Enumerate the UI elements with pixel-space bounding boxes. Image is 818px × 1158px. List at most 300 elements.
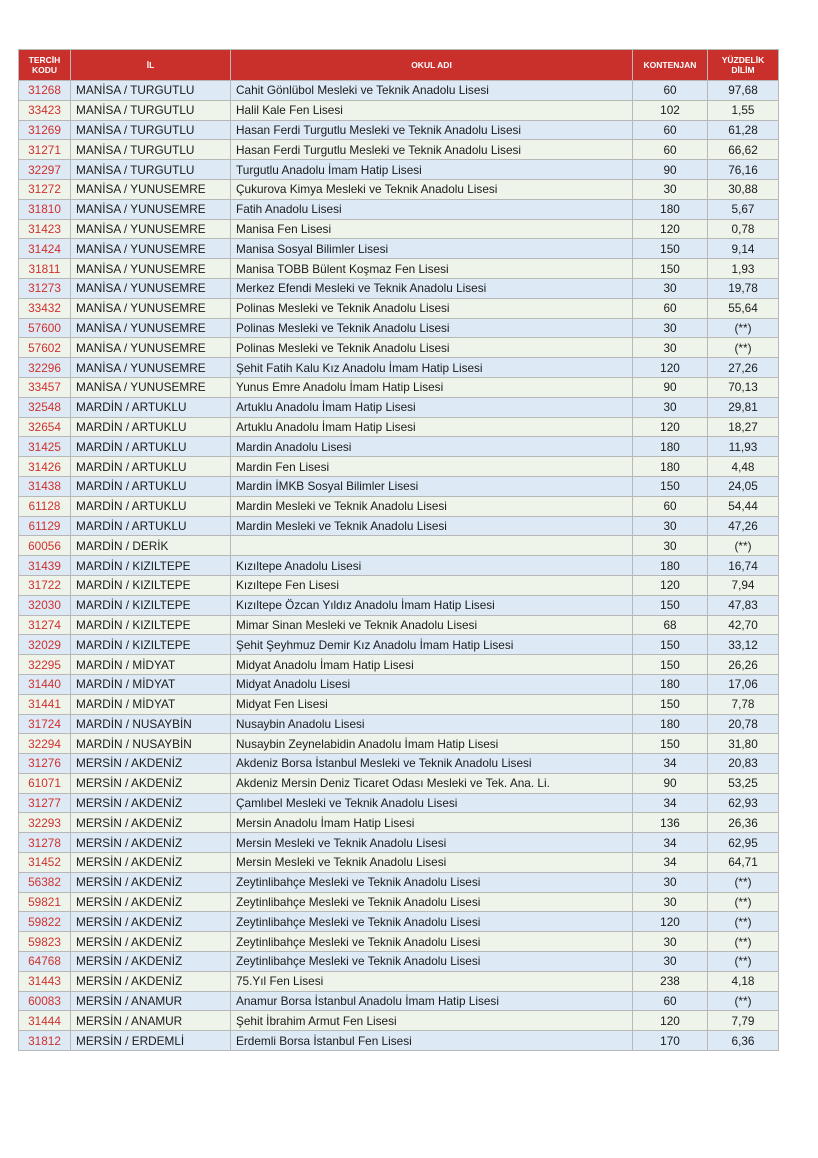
cell-percentile: 19,78	[708, 278, 779, 298]
cell-percentile: (**)	[708, 338, 779, 358]
cell-percentile: 33,12	[708, 635, 779, 655]
cell-il: MARDİN / ARTUKLU	[71, 516, 231, 536]
cell-school: Merkez Efendi Mesleki ve Teknik Anadolu Lisesi	[231, 278, 633, 298]
cell-percentile: 4,18	[708, 971, 779, 991]
table-row	[19, 971, 779, 991]
cell-school: Nusaybin Anadolu Lisesi	[231, 714, 633, 734]
cell-code: 31452	[19, 853, 71, 873]
cell-il: MARDİN / KIZILTEPE	[71, 556, 231, 576]
cell-il: MANİSA / YUNUSEMRE	[71, 298, 231, 318]
table-header	[19, 50, 779, 81]
table-row	[19, 318, 779, 338]
cell-code: 31439	[19, 556, 71, 576]
cell-school: Kızıltepe Özcan Yıldız Anadolu İmam Hatip Lisesi	[231, 595, 633, 615]
cell-il: MANİSA / YUNUSEMRE	[71, 219, 231, 239]
cell-quota: 150	[633, 655, 708, 675]
cell-quota: 30	[633, 952, 708, 972]
cell-school: Hasan Ferdi Turgutlu Mesleki ve Teknik Anadolu Lisesi	[231, 140, 633, 160]
cell-quota: 34	[633, 853, 708, 873]
cell-school: Mardin Fen Lisesi	[231, 457, 633, 477]
cell-percentile: 47,26	[708, 516, 779, 536]
cell-code: 31722	[19, 575, 71, 595]
cell-school: Şehit Şeyhmuz Demir Kız Anadolu İmam Hatip Lisesi	[231, 635, 633, 655]
cell-school: Akdeniz Borsa İstanbul Mesleki ve Teknik Anadolu Lisesi	[231, 754, 633, 774]
cell-code: 33457	[19, 377, 71, 397]
cell-code: 31278	[19, 833, 71, 853]
cell-il: MERSİN / AKDENİZ	[71, 833, 231, 853]
header-il: İL	[71, 50, 231, 81]
cell-school: Mersin Anadolu İmam Hatip Lisesi	[231, 813, 633, 833]
header-percentile: YÜZDELİK DİLİM	[708, 50, 779, 81]
table-row	[19, 457, 779, 477]
cell-quota: 30	[633, 872, 708, 892]
table-row	[19, 358, 779, 378]
cell-il: MANİSA / TURGUTLU	[71, 81, 231, 101]
cell-code: 59821	[19, 892, 71, 912]
cell-quota: 90	[633, 773, 708, 793]
cell-quota: 150	[633, 734, 708, 754]
cell-percentile: 24,05	[708, 476, 779, 496]
cell-il: MERSİN / ANAMUR	[71, 991, 231, 1011]
cell-il: MERSİN / AKDENİZ	[71, 932, 231, 952]
cell-percentile: 6,36	[708, 1031, 779, 1051]
cell-school: Halil Kale Fen Lisesi	[231, 100, 633, 120]
cell-il: MANİSA / YUNUSEMRE	[71, 377, 231, 397]
table-row	[19, 179, 779, 199]
cell-il: MARDİN / ARTUKLU	[71, 417, 231, 437]
cell-percentile: 11,93	[708, 437, 779, 457]
cell-percentile: 61,28	[708, 120, 779, 140]
cell-code: 61128	[19, 496, 71, 516]
cell-quota: 180	[633, 674, 708, 694]
cell-code: 32548	[19, 397, 71, 417]
cell-school: Cahit Gönlübol Mesleki ve Teknik Anadolu Lisesi	[231, 81, 633, 101]
cell-il: MARDİN / MİDYAT	[71, 674, 231, 694]
cell-il: MARDİN / NUSAYBİN	[71, 734, 231, 754]
cell-school: Artuklu Anadolu İmam Hatip Lisesi	[231, 417, 633, 437]
cell-percentile: 7,79	[708, 1011, 779, 1031]
cell-percentile: 20,78	[708, 714, 779, 734]
cell-code: 61129	[19, 516, 71, 536]
cell-school: Çukurova Kimya Mesleki ve Teknik Anadolu Lisesi	[231, 179, 633, 199]
cell-code: 32296	[19, 358, 71, 378]
header-quota: KONTENJAN	[633, 50, 708, 81]
cell-school: Akdeniz Mersin Deniz Ticaret Odası Mesleki ve Tek. Ana. Li.	[231, 773, 633, 793]
cell-school: Hasan Ferdi Turgutlu Mesleki ve Teknik Anadolu Lisesi	[231, 120, 633, 140]
table-row	[19, 694, 779, 714]
cell-quota: 150	[633, 694, 708, 714]
cell-percentile: 66,62	[708, 140, 779, 160]
cell-percentile: 29,81	[708, 397, 779, 417]
cell-quota: 180	[633, 457, 708, 477]
cell-quota: 30	[633, 892, 708, 912]
cell-code: 31272	[19, 179, 71, 199]
table-row	[19, 160, 779, 180]
cell-il: MARDİN / ARTUKLU	[71, 457, 231, 477]
cell-quota: 120	[633, 575, 708, 595]
cell-quota: 30	[633, 397, 708, 417]
cell-il: MERSİN / AKDENİZ	[71, 773, 231, 793]
cell-il: MARDİN / DERİK	[71, 536, 231, 556]
cell-code: 60056	[19, 536, 71, 556]
table-row	[19, 417, 779, 437]
cell-il: MARDİN / KIZILTEPE	[71, 615, 231, 635]
cell-percentile: 7,94	[708, 575, 779, 595]
cell-code: 31273	[19, 278, 71, 298]
table-row	[19, 120, 779, 140]
cell-code: 31811	[19, 259, 71, 279]
table-row	[19, 496, 779, 516]
cell-quota: 180	[633, 714, 708, 734]
cell-il: MARDİN / ARTUKLU	[71, 437, 231, 457]
cell-il: MERSİN / ERDEMLİ	[71, 1031, 231, 1051]
cell-code: 31426	[19, 457, 71, 477]
cell-il: MERSİN / AKDENİZ	[71, 813, 231, 833]
cell-code: 57600	[19, 318, 71, 338]
cell-il: MERSİN / AKDENİZ	[71, 793, 231, 813]
cell-quota: 30	[633, 338, 708, 358]
cell-code: 31269	[19, 120, 71, 140]
cell-code: 56382	[19, 872, 71, 892]
table-row	[19, 556, 779, 576]
cell-school: Mardin Mesleki ve Teknik Anadolu Lisesi	[231, 516, 633, 536]
cell-il: MANİSA / YUNUSEMRE	[71, 318, 231, 338]
cell-school: Zeytinlibahçe Mesleki ve Teknik Anadolu Lisesi	[231, 892, 633, 912]
table-row	[19, 674, 779, 694]
cell-school: Kızıltepe Anadolu Lisesi	[231, 556, 633, 576]
cell-quota: 60	[633, 991, 708, 1011]
table-row	[19, 714, 779, 734]
cell-quota: 136	[633, 813, 708, 833]
table-row	[19, 298, 779, 318]
cell-school: Şehit Fatih Kalu Kız Anadolu İmam Hatip Lisesi	[231, 358, 633, 378]
cell-quota: 150	[633, 476, 708, 496]
cell-quota: 150	[633, 239, 708, 259]
cell-school: 75.Yıl Fen Lisesi	[231, 971, 633, 991]
cell-code: 32295	[19, 655, 71, 675]
cell-il: MANİSA / YUNUSEMRE	[71, 358, 231, 378]
cell-quota: 120	[633, 417, 708, 437]
cell-il: MANİSA / YUNUSEMRE	[71, 338, 231, 358]
table-row	[19, 140, 779, 160]
cell-school: Artuklu Anadolu İmam Hatip Lisesi	[231, 397, 633, 417]
cell-il: MARDİN / ARTUKLU	[71, 397, 231, 417]
cell-quota: 150	[633, 595, 708, 615]
cell-code: 32654	[19, 417, 71, 437]
cell-code: 31271	[19, 140, 71, 160]
cell-code: 31812	[19, 1031, 71, 1051]
cell-quota: 60	[633, 298, 708, 318]
table-row	[19, 595, 779, 615]
cell-percentile: 97,68	[708, 81, 779, 101]
cell-school: Turgutlu Anadolu İmam Hatip Lisesi	[231, 160, 633, 180]
table-row	[19, 377, 779, 397]
table-row	[19, 259, 779, 279]
cell-percentile: 70,13	[708, 377, 779, 397]
cell-percentile: 9,14	[708, 239, 779, 259]
table-row	[19, 872, 779, 892]
cell-quota: 180	[633, 437, 708, 457]
cell-il: MANİSA / YUNUSEMRE	[71, 259, 231, 279]
cell-quota: 34	[633, 793, 708, 813]
cell-quota: 120	[633, 912, 708, 932]
cell-percentile: 1,93	[708, 259, 779, 279]
cell-school: Zeytinlibahçe Mesleki ve Teknik Anadolu Lisesi	[231, 872, 633, 892]
cell-code: 31441	[19, 694, 71, 714]
cell-quota: 60	[633, 120, 708, 140]
cell-il: MERSİN / AKDENİZ	[71, 952, 231, 972]
cell-quota: 30	[633, 516, 708, 536]
cell-percentile: 16,74	[708, 556, 779, 576]
cell-quota: 180	[633, 199, 708, 219]
table-row	[19, 1011, 779, 1031]
table-row	[19, 476, 779, 496]
cell-quota: 120	[633, 1011, 708, 1031]
cell-percentile: 62,93	[708, 793, 779, 813]
cell-il: MANİSA / YUNUSEMRE	[71, 199, 231, 219]
cell-code: 31444	[19, 1011, 71, 1031]
cell-percentile: 27,26	[708, 358, 779, 378]
table-row	[19, 912, 779, 932]
table-row	[19, 853, 779, 873]
cell-school: Mimar Sinan Mesleki ve Teknik Anadolu Lisesi	[231, 615, 633, 635]
cell-code: 31277	[19, 793, 71, 813]
table-row	[19, 754, 779, 774]
table-row	[19, 397, 779, 417]
cell-quota: 120	[633, 358, 708, 378]
cell-quota: 150	[633, 259, 708, 279]
cell-school	[231, 536, 633, 556]
cell-il: MARDİN / KIZILTEPE	[71, 635, 231, 655]
table-row	[19, 575, 779, 595]
cell-quota: 68	[633, 615, 708, 635]
cell-school: Anamur Borsa İstanbul Anadolu İmam Hatip Lisesi	[231, 991, 633, 1011]
table-row	[19, 734, 779, 754]
cell-quota: 60	[633, 140, 708, 160]
cell-il: MERSİN / AKDENİZ	[71, 853, 231, 873]
cell-percentile: 55,64	[708, 298, 779, 318]
table-row	[19, 1031, 779, 1051]
cell-il: MERSİN / AKDENİZ	[71, 912, 231, 932]
header-school: OKUL ADI	[231, 50, 633, 81]
cell-school: Polinas Mesleki ve Teknik Anadolu Lisesi	[231, 298, 633, 318]
cell-school: Mardin İMKB Sosyal Bilimler Lisesi	[231, 476, 633, 496]
cell-school: Polinas Mesleki ve Teknik Anadolu Lisesi	[231, 338, 633, 358]
table-row	[19, 278, 779, 298]
cell-il: MANİSA / YUNUSEMRE	[71, 179, 231, 199]
table-row	[19, 813, 779, 833]
cell-school: Yunus Emre Anadolu İmam Hatip Lisesi	[231, 377, 633, 397]
cell-il: MANİSA / YUNUSEMRE	[71, 278, 231, 298]
cell-quota: 60	[633, 81, 708, 101]
cell-school: Manisa Sosyal Bilimler Lisesi	[231, 239, 633, 259]
cell-school: Erdemli Borsa İstanbul Fen Lisesi	[231, 1031, 633, 1051]
table-row	[19, 81, 779, 101]
cell-il: MARDİN / NUSAYBİN	[71, 714, 231, 734]
table-row	[19, 991, 779, 1011]
cell-percentile: 4,48	[708, 457, 779, 477]
cell-code: 57602	[19, 338, 71, 358]
table-row	[19, 536, 779, 556]
table-row	[19, 219, 779, 239]
cell-percentile: 54,44	[708, 496, 779, 516]
cell-school: Mardin Mesleki ve Teknik Anadolu Lisesi	[231, 496, 633, 516]
table-row	[19, 952, 779, 972]
cell-code: 31440	[19, 674, 71, 694]
cell-quota: 102	[633, 100, 708, 120]
cell-quota: 30	[633, 536, 708, 556]
cell-code: 59823	[19, 932, 71, 952]
table-row	[19, 516, 779, 536]
cell-quota: 34	[633, 833, 708, 853]
cell-il: MANİSA / TURGUTLU	[71, 160, 231, 180]
header-row	[19, 50, 779, 81]
cell-school: Manisa Fen Lisesi	[231, 219, 633, 239]
cell-percentile: (**)	[708, 872, 779, 892]
cell-code: 32029	[19, 635, 71, 655]
cell-percentile: 0,78	[708, 219, 779, 239]
table-row	[19, 892, 779, 912]
cell-code: 31424	[19, 239, 71, 259]
cell-school: Manisa TOBB Bülent Koşmaz Fen Lisesi	[231, 259, 633, 279]
cell-percentile: 1,55	[708, 100, 779, 120]
table-row	[19, 773, 779, 793]
cell-percentile: 47,83	[708, 595, 779, 615]
cell-code: 31443	[19, 971, 71, 991]
cell-percentile: (**)	[708, 952, 779, 972]
cell-percentile: 62,95	[708, 833, 779, 853]
cell-il: MERSİN / AKDENİZ	[71, 754, 231, 774]
cell-il: MARDİN / ARTUKLU	[71, 476, 231, 496]
cell-quota: 170	[633, 1031, 708, 1051]
cell-quota: 90	[633, 160, 708, 180]
cell-il: MARDİN / KIZILTEPE	[71, 575, 231, 595]
cell-school: Mersin Mesleki ve Teknik Anadolu Lisesi	[231, 853, 633, 873]
cell-code: 32293	[19, 813, 71, 833]
cell-quota: 30	[633, 932, 708, 952]
cell-percentile: 30,88	[708, 179, 779, 199]
cell-percentile: 42,70	[708, 615, 779, 635]
cell-percentile: 18,27	[708, 417, 779, 437]
cell-il: MANİSA / TURGUTLU	[71, 100, 231, 120]
cell-percentile: 53,25	[708, 773, 779, 793]
cell-code: 31438	[19, 476, 71, 496]
cell-il: MARDİN / ARTUKLU	[71, 496, 231, 516]
cell-school: Fatih Anadolu Lisesi	[231, 199, 633, 219]
cell-code: 33432	[19, 298, 71, 318]
cell-percentile: 31,80	[708, 734, 779, 754]
cell-quota: 120	[633, 219, 708, 239]
table-row	[19, 615, 779, 635]
cell-school: Şehit İbrahim Armut Fen Lisesi	[231, 1011, 633, 1031]
cell-code: 31724	[19, 714, 71, 734]
cell-il: MANİSA / YUNUSEMRE	[71, 239, 231, 259]
cell-quota: 34	[633, 754, 708, 774]
cell-code: 31810	[19, 199, 71, 219]
cell-quota: 150	[633, 635, 708, 655]
cell-quota: 180	[633, 556, 708, 576]
cell-il: MARDİN / KIZILTEPE	[71, 595, 231, 615]
table-row	[19, 338, 779, 358]
cell-school: Mersin Mesleki ve Teknik Anadolu Lisesi	[231, 833, 633, 853]
table-row	[19, 199, 779, 219]
cell-percentile: (**)	[708, 932, 779, 952]
cell-school: Midyat Anadolu Lisesi	[231, 674, 633, 694]
cell-school: Midyat Fen Lisesi	[231, 694, 633, 714]
table-row	[19, 793, 779, 813]
cell-il: MERSİN / AKDENİZ	[71, 872, 231, 892]
cell-quota: 90	[633, 377, 708, 397]
header-code: TERCİH KODU	[19, 50, 71, 81]
table-row	[19, 635, 779, 655]
cell-code: 31423	[19, 219, 71, 239]
cell-school: Zeytinlibahçe Mesleki ve Teknik Anadolu Lisesi	[231, 952, 633, 972]
cell-code: 31276	[19, 754, 71, 774]
cell-percentile: (**)	[708, 536, 779, 556]
cell-school: Zeytinlibahçe Mesleki ve Teknik Anadolu Lisesi	[231, 912, 633, 932]
table-row	[19, 100, 779, 120]
cell-code: 31274	[19, 615, 71, 635]
cell-percentile: 20,83	[708, 754, 779, 774]
cell-quota: 30	[633, 318, 708, 338]
cell-il: MARDİN / MİDYAT	[71, 694, 231, 714]
cell-code: 31425	[19, 437, 71, 457]
cell-percentile: (**)	[708, 318, 779, 338]
cell-code: 32297	[19, 160, 71, 180]
cell-school: Zeytinlibahçe Mesleki ve Teknik Anadolu Lisesi	[231, 932, 633, 952]
cell-code: 32294	[19, 734, 71, 754]
cell-percentile: 26,26	[708, 655, 779, 675]
cell-quota: 30	[633, 179, 708, 199]
table-row	[19, 239, 779, 259]
cell-percentile: 26,36	[708, 813, 779, 833]
cell-school: Nusaybin Zeynelabidin Anadolu İmam Hatip Lisesi	[231, 734, 633, 754]
cell-code: 59822	[19, 912, 71, 932]
cell-percentile: 17,06	[708, 674, 779, 694]
cell-school: Mardin Anadolu Lisesi	[231, 437, 633, 457]
cell-percentile: 7,78	[708, 694, 779, 714]
cell-il: MERSİN / ANAMUR	[71, 1011, 231, 1031]
cell-code: 64768	[19, 952, 71, 972]
cell-percentile: 5,67	[708, 199, 779, 219]
cell-il: MANİSA / TURGUTLU	[71, 140, 231, 160]
table-row	[19, 833, 779, 853]
cell-quota: 238	[633, 971, 708, 991]
table-row	[19, 655, 779, 675]
cell-code: 60083	[19, 991, 71, 1011]
cell-school: Kızıltepe Fen Lisesi	[231, 575, 633, 595]
cell-percentile: (**)	[708, 912, 779, 932]
cell-code: 33423	[19, 100, 71, 120]
table-body	[19, 81, 779, 1051]
cell-quota: 30	[633, 278, 708, 298]
cell-code: 61071	[19, 773, 71, 793]
cell-percentile: 64,71	[708, 853, 779, 873]
cell-school: Polinas Mesleki ve Teknik Anadolu Lisesi	[231, 318, 633, 338]
cell-il: MANİSA / TURGUTLU	[71, 120, 231, 140]
cell-percentile: (**)	[708, 892, 779, 912]
cell-il: MERSİN / AKDENİZ	[71, 971, 231, 991]
cell-code: 32030	[19, 595, 71, 615]
school-table	[18, 49, 779, 1051]
cell-quota: 60	[633, 496, 708, 516]
cell-school: Midyat Anadolu İmam Hatip Lisesi	[231, 655, 633, 675]
table-row	[19, 437, 779, 457]
cell-percentile: (**)	[708, 991, 779, 1011]
table-row	[19, 932, 779, 952]
cell-il: MERSİN / AKDENİZ	[71, 892, 231, 912]
cell-percentile: 76,16	[708, 160, 779, 180]
